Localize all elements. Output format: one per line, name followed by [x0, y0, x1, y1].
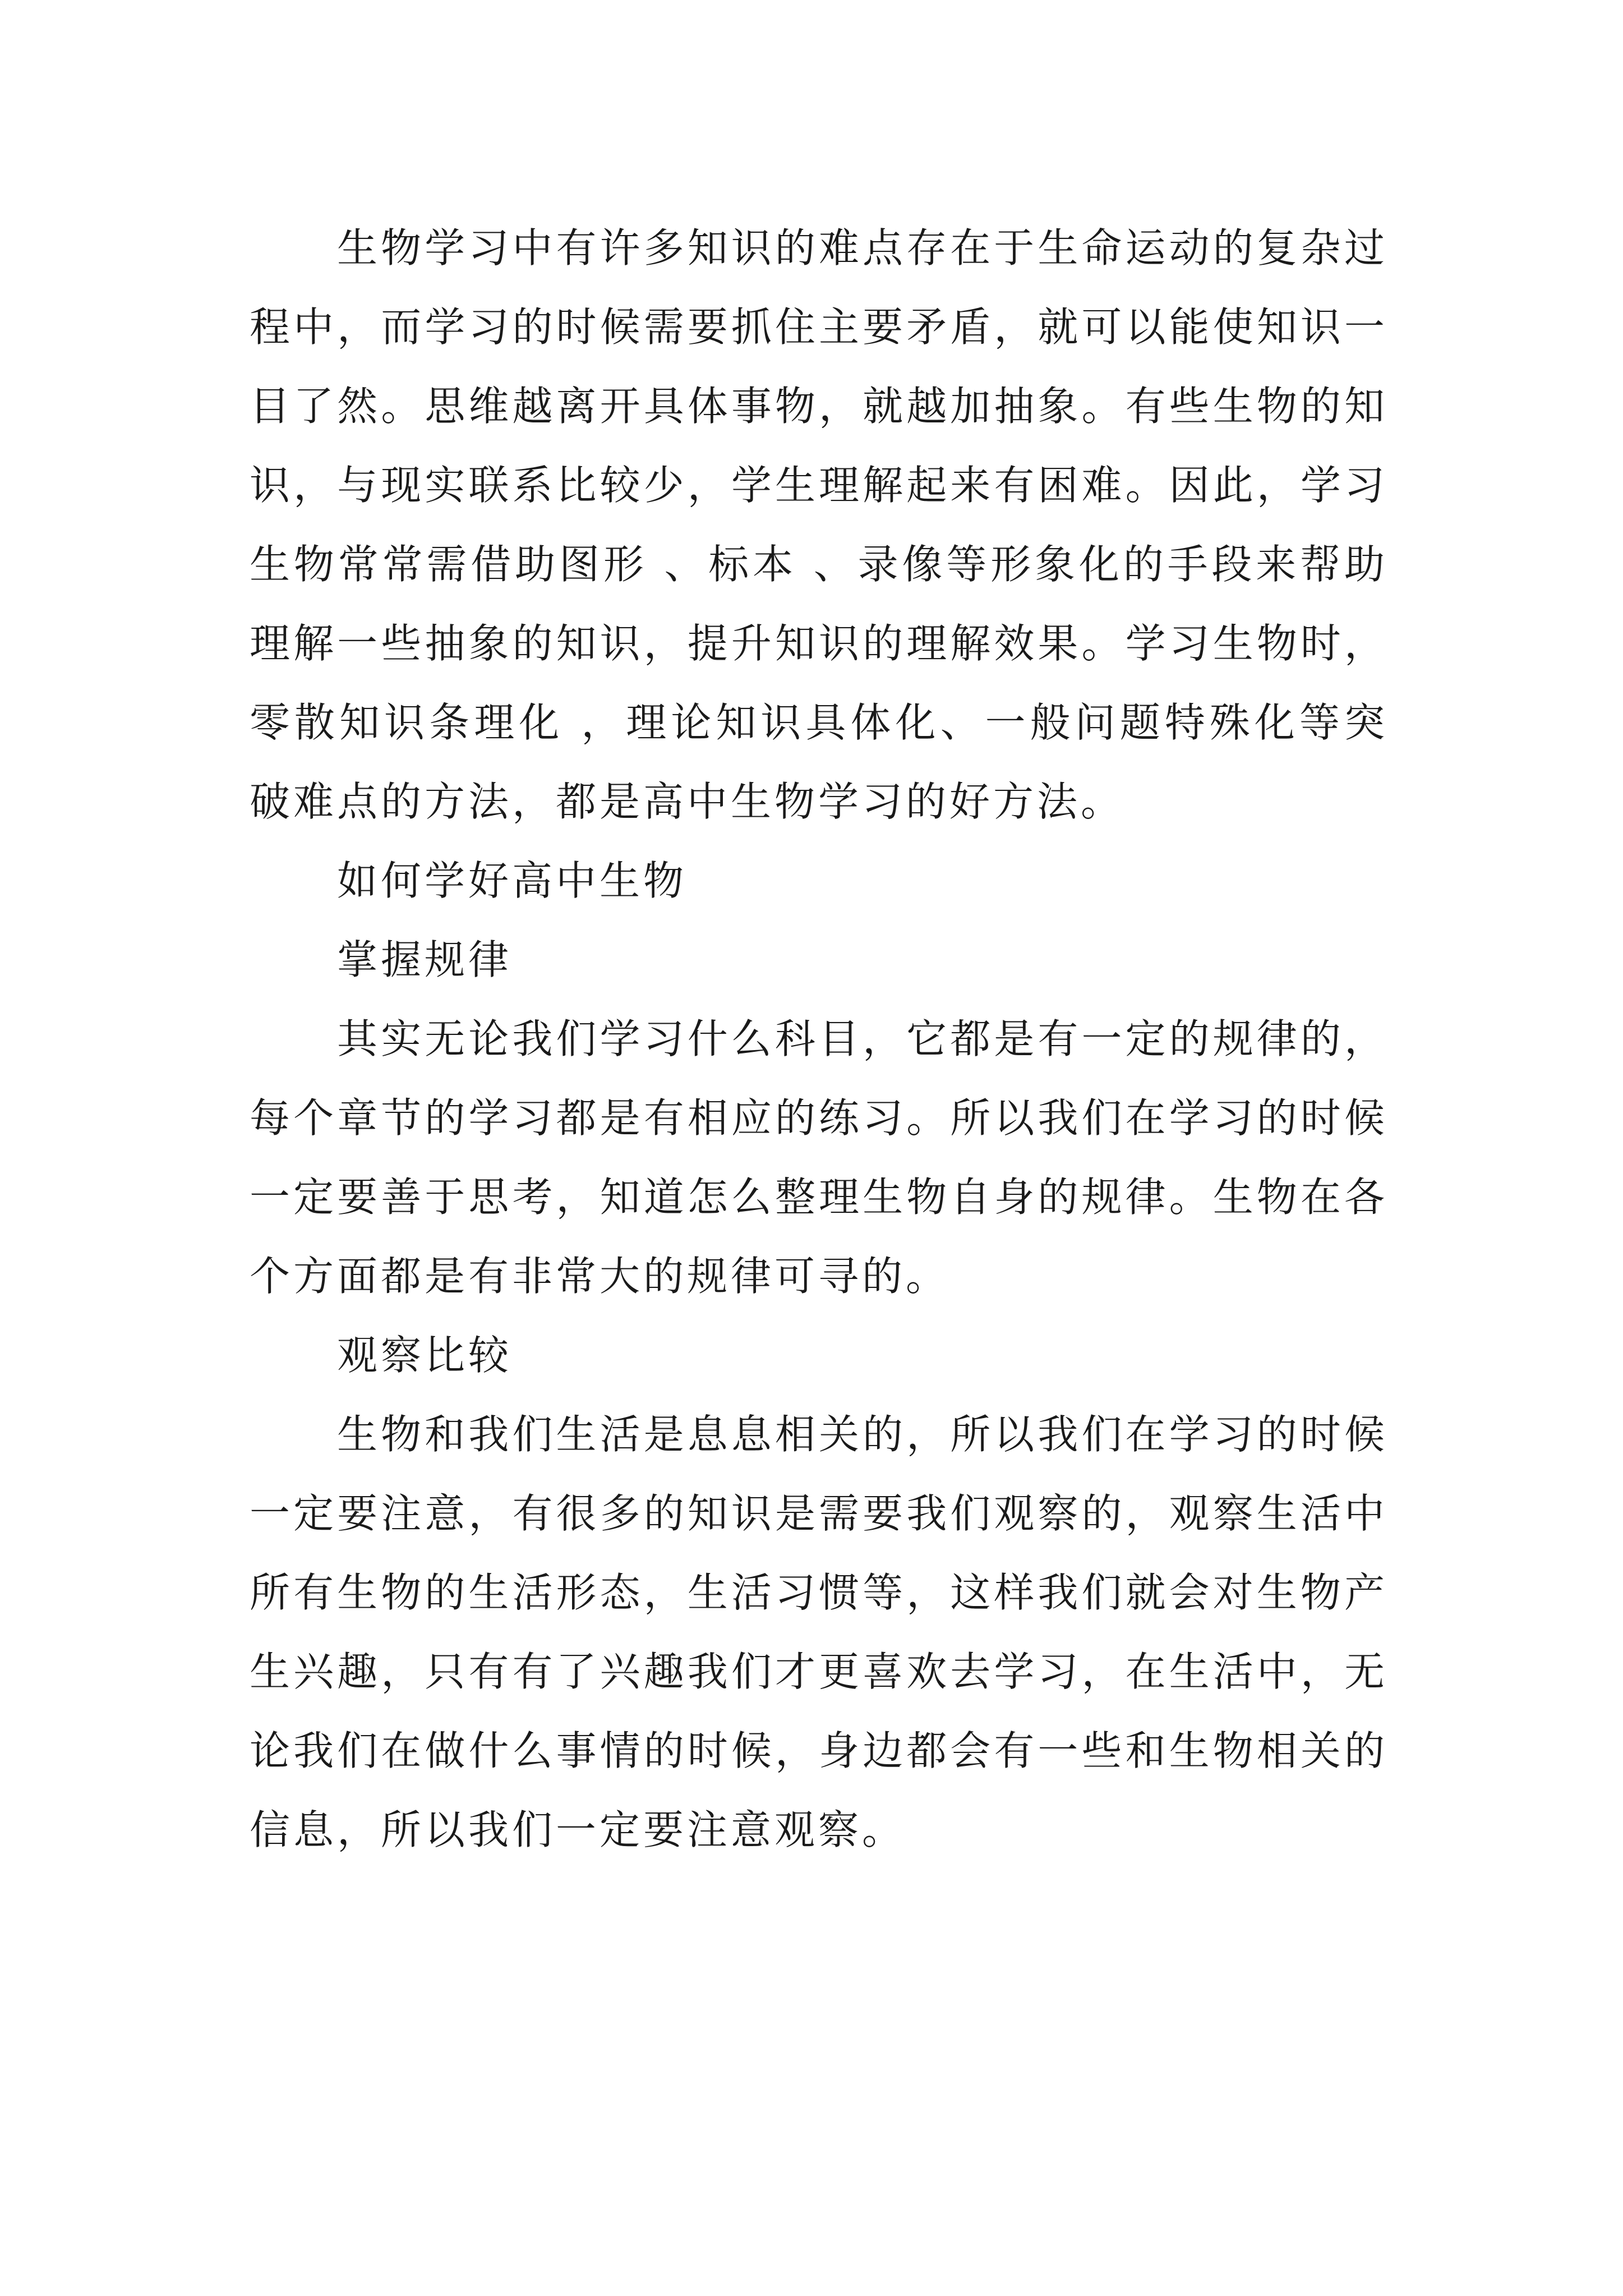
paragraph-master-rules: 其实无论我们学习什么科目，它都是有一定的规律的，每个章节的学习都是有相应的练习。所以我们在学习的时候一定要善于思考，知道怎么整理生物自身的规律。生物在各个方面都是有非常大的规律可寻的。	[250, 1015, 1388, 1300]
paragraph-intro: 生物学习中有许多知识的难点存在于生命运动的复杂过程中，而学习的时候需要抓住主要矛盾，就可以能使知识一目了然。思维越离开具体事物，就越加抽象。有些生物的知识，与现实联系比较少，学生理解起来有困难。因此，学习生物常常需借助图形 、标本 、录像等形象化的手段来帮助理解一些抽象的知识，提升知识的理解效果。学习生物时，零散知识条理化 ，理论知识具体化、一般问题特殊化等突破难点的方法，都是高中生物学习的好方法。	[250, 224, 1388, 825]
paragraph-observe-compare: 生物和我们生活是息息相关的，所以我们在学习的时候一定要注意，有很多的知识是需要我们观察的，观察生活中所有生物的生活形态，生活习惯等，这样我们就会对生物产生兴趣，只有有了兴趣我们才更喜欢去学习，在生活中，无论我们在做什么事情的时候，身边都会有一些和生物相关的信息，所以我们一定要注意观察。	[250, 1411, 1388, 1853]
heading-observe-compare: 观察比较	[337, 1332, 513, 1379]
document-body	[250, 209, 1388, 1870]
heading-master-rules: 掌握规律	[337, 936, 513, 983]
heading-how-to-learn: 如何学好高中生物	[337, 857, 688, 904]
